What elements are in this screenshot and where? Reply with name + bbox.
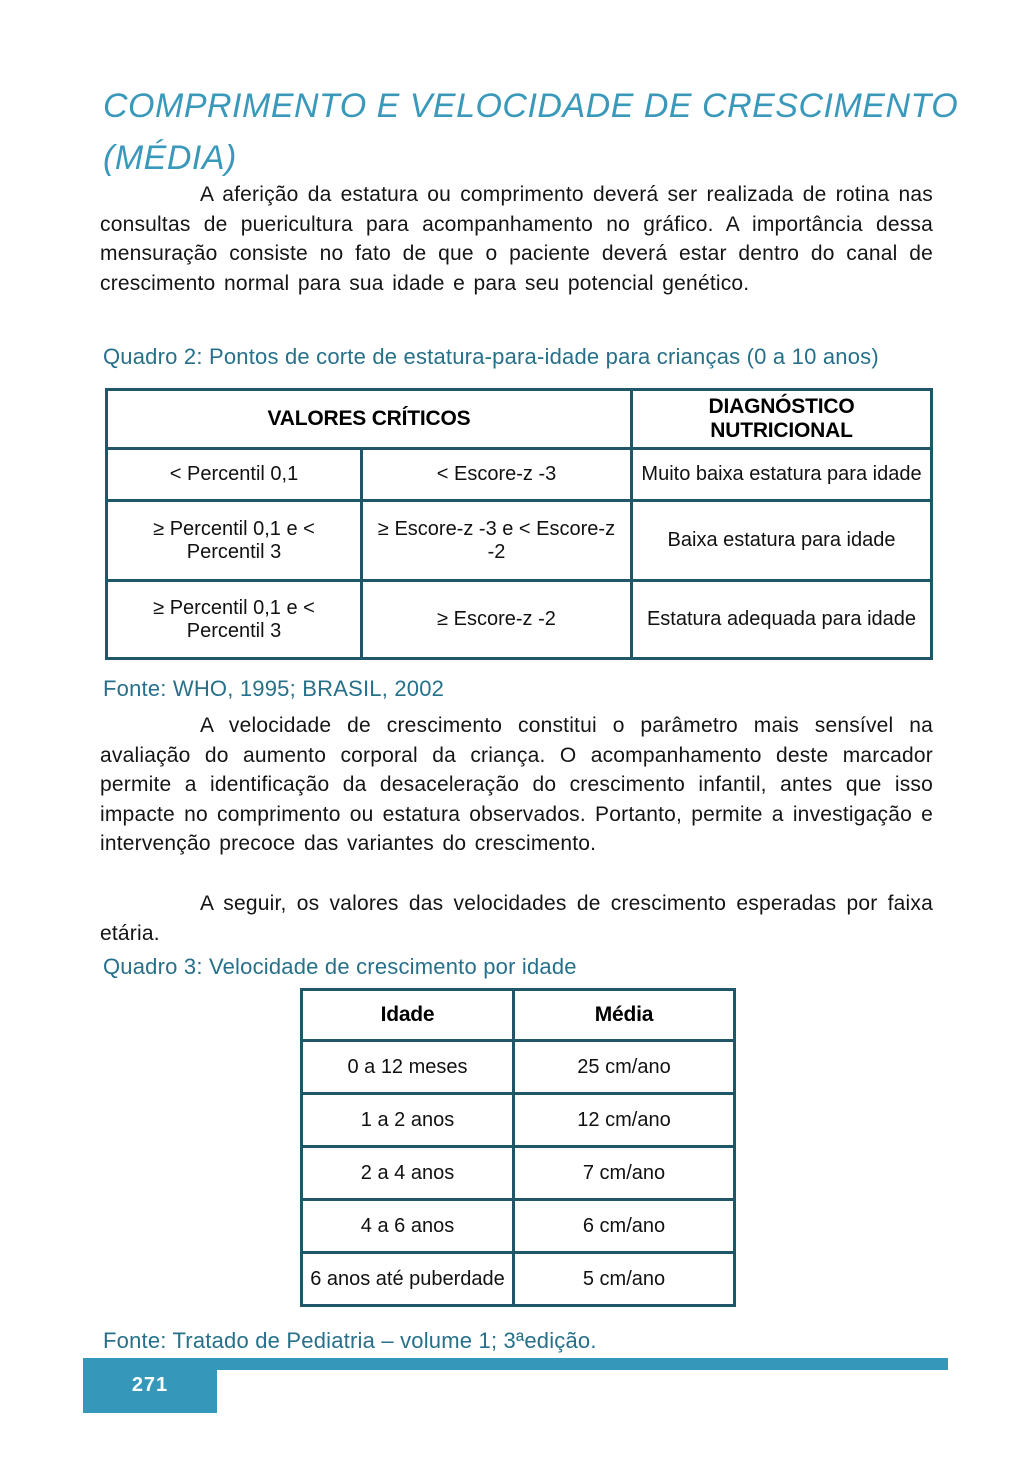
cell-escore: < Escore-z -3 — [362, 449, 632, 501]
header-idade: Idade — [302, 990, 514, 1041]
page-number-badge — [83, 1358, 217, 1413]
table-row — [107, 501, 932, 581]
table-row — [302, 1200, 735, 1253]
cell-idade: 1 a 2 anos — [302, 1094, 514, 1147]
cell-percentil: ≥ Percentil 0,1 e < Percentil 3 — [107, 501, 362, 581]
header-valores-criticos: VALORES CRÍTICOS — [107, 390, 632, 449]
table-header-row — [302, 990, 735, 1041]
table-row — [107, 581, 932, 659]
table-row — [302, 1147, 735, 1200]
table-row — [302, 1253, 735, 1306]
cell-media: 25 cm/ano — [514, 1041, 735, 1094]
cell-percentil: ≥ Percentil 0,1 e < Percentil 3 — [107, 581, 362, 659]
table-quadro3-caption: Quadro 3: Velocidade de crescimento por idade — [103, 954, 577, 979]
table-row — [302, 1041, 735, 1094]
cell-diagnostico: Baixa estatura para idade — [632, 501, 932, 581]
cell-escore: ≥ Escore-z -3 e < Escore-z -2 — [362, 501, 632, 581]
cell-media: 12 cm/ano — [514, 1094, 735, 1147]
header-diagnostico-nutricional: DIAGNÓSTICO NUTRICIONAL — [632, 390, 932, 449]
cell-idade: 4 a 6 anos — [302, 1200, 514, 1253]
paragraph-velocidade: A velocidade de crescimento constitui o parâmetro mais sensível na avaliação do aumento corporal da criança. O acompanhamento deste marcador permite a identificação da desaceleração do crescimento infantil, antes que isso impacte no comprimento ou estatura observados. Portanto, permite a investigação e intervenção precoce das variantes do crescimento. — [100, 714, 933, 856]
table-quadro2 — [105, 388, 933, 660]
cell-idade: 2 a 4 anos — [302, 1147, 514, 1200]
cell-media: 5 cm/ano — [514, 1253, 735, 1306]
cell-diagnostico: Muito baixa estatura para idade — [632, 449, 932, 501]
cell-media: 7 cm/ano — [514, 1147, 735, 1200]
page-number: 271 — [131, 1374, 169, 1396]
cell-diagnostico: Estatura adequada para idade — [632, 581, 932, 659]
cell-percentil: < Percentil 0,1 — [107, 449, 362, 501]
table-quadro3-source: Fonte: Tratado de Pediatria – volume 1; 3ªedição. — [103, 1328, 597, 1353]
table-row — [302, 1094, 735, 1147]
cell-media: 6 cm/ano — [514, 1200, 735, 1253]
paragraph-a-seguir: A seguir, os valores das velocidades de crescimento esperadas por faixa etária. — [100, 892, 933, 945]
table-quadro3 — [300, 988, 736, 1307]
table-header-row — [107, 390, 932, 449]
header-media: Média — [514, 990, 735, 1041]
table-quadro2-source: Fonte: WHO, 1995; BRASIL, 2002 — [103, 676, 445, 701]
table-quadro2-caption: Quadro 2: Pontos de corte de estatura-para-idade para crianças (0 a 10 anos) — [103, 344, 879, 369]
page-title: COMPRIMENTO E VELOCIDADE DE CRESCIMENTO (MÉDIA) — [103, 87, 959, 177]
table-row — [107, 449, 932, 501]
cell-idade: 6 anos até puberdade — [302, 1253, 514, 1306]
paragraph-intro: A aferição da estatura ou comprimento deverá ser realizada de rotina nas consultas de puericultura para acompanhamento no gráfico. A importância dessa mensuração consiste no fato de que o paciente deverá estar dentro do canal de crescimento normal para sua idade e para seu potencial genético. — [100, 183, 933, 295]
cell-idade: 0 a 12 meses — [302, 1041, 514, 1094]
cell-escore: ≥ Escore-z -2 — [362, 581, 632, 659]
